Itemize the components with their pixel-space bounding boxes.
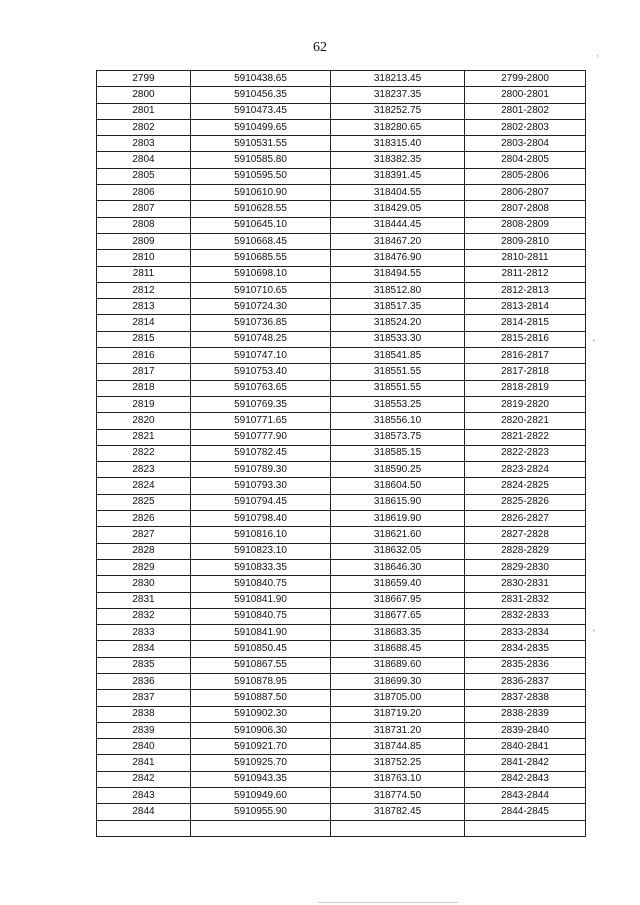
point-number-cell: 2817 <box>97 364 191 380</box>
point-number-cell: 2836 <box>97 673 191 689</box>
y-coordinate-cell: 318382.35 <box>331 152 465 168</box>
point-number-cell: 2799 <box>97 71 191 87</box>
table-row <box>97 217 586 233</box>
table-row <box>97 185 586 201</box>
point-number-cell: 2821 <box>97 429 191 445</box>
segment-cell: 2844-2845 <box>465 804 586 820</box>
x-coordinate-cell: 5910748.25 <box>191 331 331 347</box>
x-coordinate-cell: 5910798.40 <box>191 511 331 527</box>
y-coordinate-cell: 318517.35 <box>331 299 465 315</box>
table-row <box>97 315 586 331</box>
table-row <box>97 804 586 820</box>
y-coordinate-cell: 318551.55 <box>331 364 465 380</box>
segment-cell: 2839-2840 <box>465 722 586 738</box>
x-coordinate-cell: 5910789.30 <box>191 462 331 478</box>
page-edge-line <box>318 902 458 903</box>
point-number-cell: 2835 <box>97 657 191 673</box>
segment-cell: 2819-2820 <box>465 396 586 412</box>
x-coordinate-cell: 5910840.75 <box>191 608 331 624</box>
scan-speck: ` <box>592 630 597 640</box>
point-number-cell: 2820 <box>97 413 191 429</box>
x-coordinate-cell: 5910793.30 <box>191 478 331 494</box>
point-number-cell: 2840 <box>97 739 191 755</box>
point-number-cell: 2823 <box>97 462 191 478</box>
segment-cell: 2821-2822 <box>465 429 586 445</box>
point-number-cell: 2807 <box>97 201 191 217</box>
empty-cell <box>97 820 191 836</box>
y-coordinate-cell: 318315.40 <box>331 136 465 152</box>
point-number-cell: 2824 <box>97 478 191 494</box>
table-row <box>97 331 586 347</box>
y-coordinate-cell: 318744.85 <box>331 739 465 755</box>
point-number-cell: 2838 <box>97 706 191 722</box>
x-coordinate-cell: 5910823.10 <box>191 543 331 559</box>
segment-cell: 2816-2817 <box>465 348 586 364</box>
table-row <box>97 152 586 168</box>
point-number-cell: 2811 <box>97 266 191 282</box>
table-row <box>97 527 586 543</box>
x-coordinate-cell: 5910841.90 <box>191 592 331 608</box>
segment-cell: 2810-2811 <box>465 250 586 266</box>
y-coordinate-cell: 318404.55 <box>331 185 465 201</box>
segment-cell: 2831-2832 <box>465 592 586 608</box>
y-coordinate-cell: 318677.65 <box>331 608 465 624</box>
y-coordinate-cell: 318667.95 <box>331 592 465 608</box>
table-row <box>97 103 586 119</box>
y-coordinate-cell: 318621.60 <box>331 527 465 543</box>
point-number-cell: 2842 <box>97 771 191 787</box>
y-coordinate-cell: 318705.00 <box>331 690 465 706</box>
coordinates-table-body <box>97 71 586 837</box>
table-row <box>97 690 586 706</box>
table-row <box>97 625 586 641</box>
table-row <box>97 478 586 494</box>
x-coordinate-cell: 5910777.90 <box>191 429 331 445</box>
table-row <box>97 543 586 559</box>
y-coordinate-cell: 318252.75 <box>331 103 465 119</box>
point-number-cell: 2837 <box>97 690 191 706</box>
y-coordinate-cell: 318619.90 <box>331 511 465 527</box>
y-coordinate-cell: 318615.90 <box>331 494 465 510</box>
segment-cell: 2808-2809 <box>465 217 586 233</box>
point-number-cell: 2813 <box>97 299 191 315</box>
segment-cell: 2823-2824 <box>465 462 586 478</box>
table-row <box>97 462 586 478</box>
segment-cell: 2815-2816 <box>465 331 586 347</box>
x-coordinate-cell: 5910769.35 <box>191 396 331 412</box>
point-number-cell: 2834 <box>97 641 191 657</box>
point-number-cell: 2828 <box>97 543 191 559</box>
point-number-cell: 2802 <box>97 119 191 135</box>
table-row <box>97 608 586 624</box>
segment-cell: 2803-2804 <box>465 136 586 152</box>
table-row <box>97 364 586 380</box>
y-coordinate-cell: 318533.30 <box>331 331 465 347</box>
segment-cell: 2830-2831 <box>465 576 586 592</box>
empty-cell <box>331 820 465 836</box>
point-number-cell: 2841 <box>97 755 191 771</box>
y-coordinate-cell: 318444.45 <box>331 217 465 233</box>
x-coordinate-cell: 5910628.55 <box>191 201 331 217</box>
table-row <box>97 87 586 103</box>
segment-cell: 2833-2834 <box>465 625 586 641</box>
x-coordinate-cell: 5910771.65 <box>191 413 331 429</box>
table-row <box>97 119 586 135</box>
page-number: 62 <box>313 40 327 55</box>
table-row <box>97 348 586 364</box>
table-row <box>97 511 586 527</box>
table-row <box>97 266 586 282</box>
table-row <box>97 445 586 461</box>
x-coordinate-cell: 5910833.35 <box>191 559 331 575</box>
segment-cell: 2828-2829 <box>465 543 586 559</box>
segment-cell: 2838-2839 <box>465 706 586 722</box>
point-number-cell: 2833 <box>97 625 191 641</box>
x-coordinate-cell: 5910841.90 <box>191 625 331 641</box>
table-row <box>97 233 586 249</box>
segment-cell: 2832-2833 <box>465 608 586 624</box>
y-coordinate-cell: 318237.35 <box>331 87 465 103</box>
x-coordinate-cell: 5910925.70 <box>191 755 331 771</box>
y-coordinate-cell: 318541.85 <box>331 348 465 364</box>
segment-cell: 2811-2812 <box>465 266 586 282</box>
segment-cell: 2827-2828 <box>465 527 586 543</box>
table-row <box>97 282 586 298</box>
x-coordinate-cell: 5910645.10 <box>191 217 331 233</box>
y-coordinate-cell: 318280.65 <box>331 119 465 135</box>
x-coordinate-cell: 5910902.30 <box>191 706 331 722</box>
point-number-cell: 2818 <box>97 380 191 396</box>
y-coordinate-cell: 318585.15 <box>331 445 465 461</box>
segment-cell: 2822-2823 <box>465 445 586 461</box>
y-coordinate-cell: 318688.45 <box>331 641 465 657</box>
table-row <box>97 576 586 592</box>
x-coordinate-cell: 5910763.65 <box>191 380 331 396</box>
y-coordinate-cell: 318689.60 <box>331 657 465 673</box>
table-row <box>97 136 586 152</box>
x-coordinate-cell: 5910794.45 <box>191 494 331 510</box>
y-coordinate-cell: 318573.75 <box>331 429 465 445</box>
segment-cell: 2825-2826 <box>465 494 586 510</box>
segment-cell: 2801-2802 <box>465 103 586 119</box>
table-row <box>97 722 586 738</box>
table-row <box>97 299 586 315</box>
table-row <box>97 201 586 217</box>
y-coordinate-cell: 318752.25 <box>331 755 465 771</box>
point-number-cell: 2806 <box>97 185 191 201</box>
point-number-cell: 2829 <box>97 559 191 575</box>
segment-cell: 2829-2830 <box>465 559 586 575</box>
segment-cell: 2843-2844 <box>465 788 586 804</box>
y-coordinate-cell: 318699.30 <box>331 673 465 689</box>
empty-cell <box>465 820 586 836</box>
y-coordinate-cell: 318553.25 <box>331 396 465 412</box>
y-coordinate-cell: 318683.35 <box>331 625 465 641</box>
table-row <box>97 494 586 510</box>
point-number-cell: 2800 <box>97 87 191 103</box>
y-coordinate-cell: 318512.80 <box>331 282 465 298</box>
table-row <box>97 657 586 673</box>
y-coordinate-cell: 318782.45 <box>331 804 465 820</box>
y-coordinate-cell: 318391.45 <box>331 168 465 184</box>
segment-cell: 2826-2827 <box>465 511 586 527</box>
y-coordinate-cell: 318524.20 <box>331 315 465 331</box>
scan-speck: · <box>596 52 599 62</box>
x-coordinate-cell: 5910887.50 <box>191 690 331 706</box>
segment-cell: 2802-2803 <box>465 119 586 135</box>
point-number-cell: 2803 <box>97 136 191 152</box>
segment-cell: 2820-2821 <box>465 413 586 429</box>
table-row <box>97 168 586 184</box>
segment-cell: 2842-2843 <box>465 771 586 787</box>
y-coordinate-cell: 318731.20 <box>331 722 465 738</box>
segment-cell: 2799-2800 <box>465 71 586 87</box>
x-coordinate-cell: 5910724.30 <box>191 299 331 315</box>
point-number-cell: 2832 <box>97 608 191 624</box>
coordinates-table <box>96 70 586 837</box>
table-row <box>97 771 586 787</box>
x-coordinate-cell: 5910943.35 <box>191 771 331 787</box>
segment-cell: 2835-2836 <box>465 657 586 673</box>
point-number-cell: 2822 <box>97 445 191 461</box>
segment-cell: 2812-2813 <box>465 282 586 298</box>
table-row <box>97 413 586 429</box>
point-number-cell: 2812 <box>97 282 191 298</box>
point-number-cell: 2809 <box>97 233 191 249</box>
x-coordinate-cell: 5910816.10 <box>191 527 331 543</box>
point-number-cell: 2844 <box>97 804 191 820</box>
table-row <box>97 592 586 608</box>
table-row <box>97 755 586 771</box>
table-row <box>97 559 586 575</box>
x-coordinate-cell: 5910610.90 <box>191 185 331 201</box>
table-row <box>97 706 586 722</box>
x-coordinate-cell: 5910585.80 <box>191 152 331 168</box>
y-coordinate-cell: 318763.10 <box>331 771 465 787</box>
y-coordinate-cell: 318476.90 <box>331 250 465 266</box>
x-coordinate-cell: 5910878.95 <box>191 673 331 689</box>
table-row <box>97 71 586 87</box>
point-number-cell: 2808 <box>97 217 191 233</box>
segment-cell: 2841-2842 <box>465 755 586 771</box>
table-row <box>97 380 586 396</box>
table-row <box>97 673 586 689</box>
x-coordinate-cell: 5910438.65 <box>191 71 331 87</box>
segment-cell: 2814-2815 <box>465 315 586 331</box>
x-coordinate-cell: 5910595.50 <box>191 168 331 184</box>
table-row <box>97 641 586 657</box>
y-coordinate-cell: 318719.20 <box>331 706 465 722</box>
segment-cell: 2804-2805 <box>465 152 586 168</box>
segment-cell: 2813-2814 <box>465 299 586 315</box>
segment-cell: 2834-2835 <box>465 641 586 657</box>
segment-cell: 2807-2808 <box>465 201 586 217</box>
x-coordinate-cell: 5910736.85 <box>191 315 331 331</box>
segment-cell: 2809-2810 <box>465 233 586 249</box>
x-coordinate-cell: 5910456.35 <box>191 87 331 103</box>
y-coordinate-cell: 318213.45 <box>331 71 465 87</box>
x-coordinate-cell: 5910685.55 <box>191 250 331 266</box>
segment-cell: 2805-2806 <box>465 168 586 184</box>
point-number-cell: 2816 <box>97 348 191 364</box>
point-number-cell: 2814 <box>97 315 191 331</box>
point-number-cell: 2804 <box>97 152 191 168</box>
scan-speck: ` <box>592 340 597 350</box>
x-coordinate-cell: 5910499.65 <box>191 119 331 135</box>
x-coordinate-cell: 5910747.10 <box>191 348 331 364</box>
x-coordinate-cell: 5910867.55 <box>191 657 331 673</box>
x-coordinate-cell: 5910955.90 <box>191 804 331 820</box>
x-coordinate-cell: 5910850.45 <box>191 641 331 657</box>
point-number-cell: 2827 <box>97 527 191 543</box>
y-coordinate-cell: 318429.05 <box>331 201 465 217</box>
point-number-cell: 2815 <box>97 331 191 347</box>
x-coordinate-cell: 5910782.45 <box>191 445 331 461</box>
x-coordinate-cell: 5910710.65 <box>191 282 331 298</box>
point-number-cell: 2830 <box>97 576 191 592</box>
segment-cell: 2837-2838 <box>465 690 586 706</box>
x-coordinate-cell: 5910473.45 <box>191 103 331 119</box>
y-coordinate-cell: 318659.40 <box>331 576 465 592</box>
table-row <box>97 739 586 755</box>
y-coordinate-cell: 318494.55 <box>331 266 465 282</box>
table-row <box>97 250 586 266</box>
point-number-cell: 2819 <box>97 396 191 412</box>
point-number-cell: 2839 <box>97 722 191 738</box>
segment-cell: 2836-2837 <box>465 673 586 689</box>
table-row <box>97 429 586 445</box>
point-number-cell: 2801 <box>97 103 191 119</box>
y-coordinate-cell: 318551.55 <box>331 380 465 396</box>
point-number-cell: 2805 <box>97 168 191 184</box>
empty-cell <box>191 820 331 836</box>
y-coordinate-cell: 318646.30 <box>331 559 465 575</box>
segment-cell: 2840-2841 <box>465 739 586 755</box>
x-coordinate-cell: 5910531.55 <box>191 136 331 152</box>
table-row <box>97 788 586 804</box>
segment-cell: 2800-2801 <box>465 87 586 103</box>
x-coordinate-cell: 5910949.60 <box>191 788 331 804</box>
x-coordinate-cell: 5910753.40 <box>191 364 331 380</box>
y-coordinate-cell: 318774.50 <box>331 788 465 804</box>
x-coordinate-cell: 5910921.70 <box>191 739 331 755</box>
point-number-cell: 2825 <box>97 494 191 510</box>
point-number-cell: 2831 <box>97 592 191 608</box>
segment-cell: 2817-2818 <box>465 364 586 380</box>
segment-cell: 2824-2825 <box>465 478 586 494</box>
x-coordinate-cell: 5910668.45 <box>191 233 331 249</box>
point-number-cell: 2843 <box>97 788 191 804</box>
y-coordinate-cell: 318632.05 <box>331 543 465 559</box>
table-row <box>97 396 586 412</box>
y-coordinate-cell: 318604.50 <box>331 478 465 494</box>
empty-table-row <box>97 820 586 836</box>
x-coordinate-cell: 5910840.75 <box>191 576 331 592</box>
y-coordinate-cell: 318590.25 <box>331 462 465 478</box>
point-number-cell: 2826 <box>97 511 191 527</box>
point-number-cell: 2810 <box>97 250 191 266</box>
segment-cell: 2806-2807 <box>465 185 586 201</box>
x-coordinate-cell: 5910698.10 <box>191 266 331 282</box>
segment-cell: 2818-2819 <box>465 380 586 396</box>
y-coordinate-cell: 318467.20 <box>331 233 465 249</box>
x-coordinate-cell: 5910906.30 <box>191 722 331 738</box>
y-coordinate-cell: 318556.10 <box>331 413 465 429</box>
